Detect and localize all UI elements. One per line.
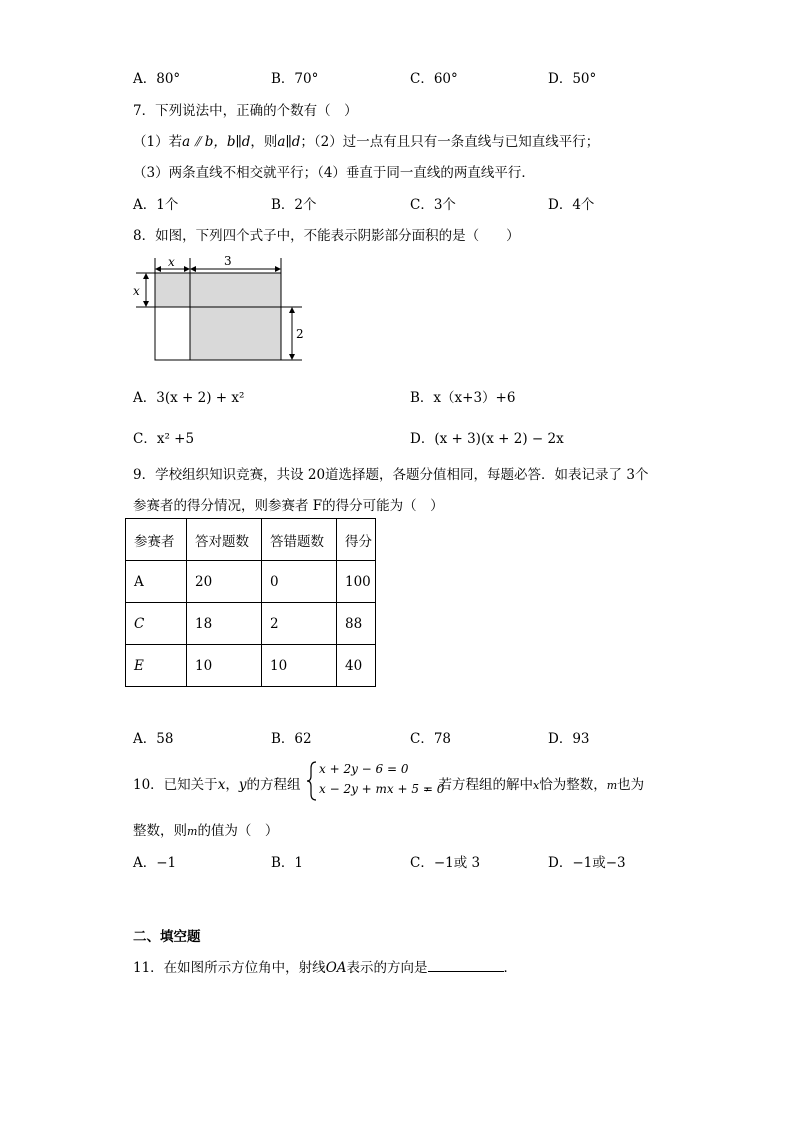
q10-stem-part2: ，若方程组的解中x恰为整数，m也为 — [425, 777, 645, 793]
brace-icon — [306, 760, 318, 802]
q6-option-c: C．60° — [410, 71, 458, 87]
table-row — [126, 561, 376, 603]
table-cell: A — [126, 561, 187, 603]
q9-score-table — [125, 518, 376, 687]
q7-option-a: A．1个 — [133, 197, 179, 213]
table-row — [126, 603, 376, 645]
table-cell: 40 — [337, 645, 376, 687]
q8-option-c: C．x² +5 — [133, 431, 195, 447]
label-x-top: x — [168, 255, 175, 269]
q6-option-d: D．50° — [548, 71, 597, 87]
q7-statement-line1: （1）若a ⫽ b，b∥d，则a∥d；（2）过一点有且只有一条直线与已知直线平行； — [133, 134, 600, 150]
q9-option-d: D．93 — [548, 731, 590, 747]
q11-stem: 11．在如图所示方位角中，射线OA表示的方向是 ． — [133, 956, 517, 976]
q9-option-b: B．62 — [271, 731, 312, 747]
q6-option-b: B．70° — [271, 71, 319, 87]
q8-option-d: D．(x + 3)(x + 2) − 2x — [410, 431, 564, 447]
shaded-right-region — [190, 307, 281, 360]
label-2: 2 — [296, 327, 304, 341]
q10-stem-part1: 10．已知关于x，y的方程组 — [133, 777, 301, 793]
table-cell: C — [126, 603, 187, 645]
table-cell: 20 — [187, 561, 262, 603]
shaded-top-region — [155, 273, 281, 307]
q8-area-figure — [130, 250, 310, 365]
table-cell: 10 — [187, 645, 262, 687]
q6-option-a: A．80° — [133, 71, 181, 87]
equation-2: x − 2y + mx + 5 = 0 — [319, 782, 445, 796]
q10-option-d: D．−1或−3 — [548, 855, 626, 871]
table-row — [126, 645, 376, 687]
table-cell: E — [126, 645, 187, 687]
table-header-cell: 答错题数 — [262, 519, 337, 561]
q9-stem-line2: 参赛者的得分情况，则参赛者 F的得分可能为（ ） — [133, 498, 444, 514]
q9-stem-line1: 9．学校组织知识竞赛，共设 20道选择题，各题分值相同，每题必答．如表记录了 3个 — [133, 467, 649, 483]
q10-stem-line2: 整数，则m的值为（ ） — [133, 823, 279, 839]
q7-stem: 7．下列说法中，正确的个数有（ ） — [133, 103, 358, 119]
q7-option-b: B．2个 — [271, 197, 317, 213]
table-header-cell: 参赛者 — [126, 519, 187, 561]
q8-option-a: A．3(x + 2) + x² — [133, 390, 245, 406]
table-cell: 18 — [187, 603, 262, 645]
table-header-cell: 得分 — [337, 519, 376, 561]
label-x-left: x — [133, 284, 140, 298]
q8-stem: 8．如图，下列四个式子中，不能表示阴影部分面积的是（ ） — [133, 228, 520, 244]
q10-option-c: C．−1或 3 — [410, 855, 481, 871]
q8-option-b: B．x（x+3）+6 — [410, 390, 516, 406]
table-cell: 10 — [262, 645, 337, 687]
table-cell: 0 — [262, 561, 337, 603]
q10-option-b: B．1 — [271, 855, 304, 871]
table-cell: 2 — [262, 603, 337, 645]
unshaded-region — [155, 307, 190, 360]
q9-option-a: A．58 — [133, 731, 174, 747]
table-header-row — [126, 519, 376, 561]
answer-blank — [428, 957, 504, 972]
q9-option-c: C．78 — [410, 731, 452, 747]
q7-option-d: D．4个 — [548, 197, 595, 213]
q7-option-c: C．3个 — [410, 197, 456, 213]
table-cell: 100 — [337, 561, 376, 603]
section-heading: 二、填空题 — [133, 929, 201, 945]
equation-1: x + 2y − 6 = 0 — [319, 762, 409, 776]
q10-option-a: A．−1 — [133, 855, 177, 871]
table-header-cell: 答对题数 — [187, 519, 262, 561]
table-cell: 88 — [337, 603, 376, 645]
q7-statement-line2: （3）两条直线不相交就平行；（4）垂直于同一直线的两直线平行． — [133, 165, 535, 181]
label-3: 3 — [224, 254, 232, 268]
